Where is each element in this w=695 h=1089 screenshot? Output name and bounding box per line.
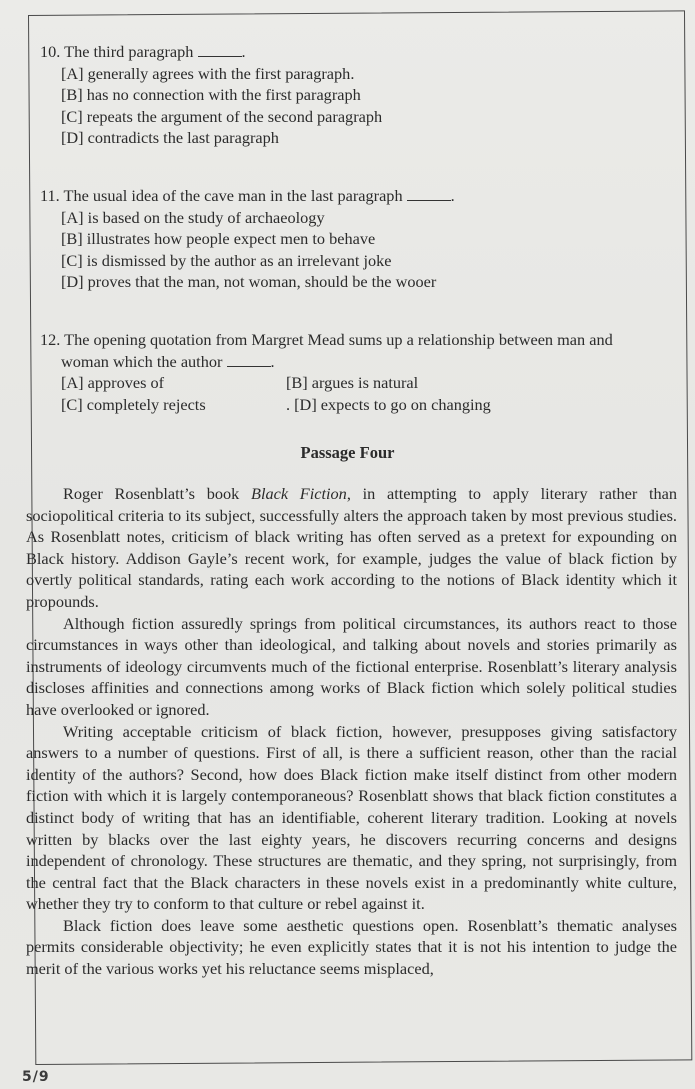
options-row-2 [40, 394, 680, 416]
question-text: The third paragraph [64, 42, 194, 61]
passage-body [26, 483, 677, 980]
stem-period: . [270, 351, 275, 371]
answer-blank [198, 44, 242, 57]
question-text-cont: woman which the author [61, 351, 223, 371]
option-c: [C] completely rejects [61, 394, 206, 414]
option-c: [C] repeats the argument of the second paragraph [61, 106, 383, 126]
question-stem [40, 329, 680, 351]
option-a: [A] generally agrees with the first paragraph. [61, 63, 355, 83]
option-d: . [D] expects to go on changing [286, 394, 491, 414]
option-d: [D] proves that the man, not woman, should be the wooer [61, 272, 437, 292]
passage-paragraph-3: Writing acceptable criticism of black fiction, however, presupposes giving satisfactory answers to a number of questions. First of all, is there a sufficient reason, other than the racial identity of the authors? Second, how does Black fiction make itself distinct from other modern fiction with which it is largely contemporaneous? Rosenblatt shows that black fiction constitutes a distinct body of writing that has an identifiable, coherent literary tradition. Looking at novels written by blacks over the last eighty years, he discovers recurring concerns and designs independent of chronology. These structures are thematic, and they spring, not surprisingly, from the central fact that the Black characters in these novels exist in a predominantly white culture, whether they try to conform to that culture or rebel against it. [26, 721, 677, 914]
question-10 [40, 41, 680, 149]
passage-paragraph-2: Although fiction assuredly springs from political circumstances, its authors react to those circumstances in ways other than ideological, and talking about novels and stories primarily as instruments of ideology circumvents much of the fictional enterprise. Rosenblatt’s literary analysis discloses affinities and connections among works of Black fiction which solely political studies have overlooked or ignored. [26, 613, 677, 719]
option-b: [B] illustrates how people expect men to behave [61, 229, 376, 249]
question-number: 10. [40, 42, 61, 61]
book-title: Black Fiction [251, 484, 347, 503]
question-stem [40, 185, 680, 207]
option-b: [B] has no connection with the first paragraph [61, 85, 361, 105]
question-12 [40, 329, 680, 415]
option-c: [C] is dismissed by the author as an irrelevant joke [61, 250, 392, 270]
option-a: [A] is based on the study of archaeology [61, 207, 325, 227]
passage-paragraph-4: Black fiction does leave some aesthetic questions open. Rosenblatt’s thematic analyses permits considerable objectivity; he even explicitly states that it is not his intention to judge the merit of the various works yet his reluctance seems misplaced, [26, 915, 677, 979]
answer-blank [407, 188, 451, 201]
question-stem [40, 41, 680, 63]
option-b: [B] argues is natural [286, 373, 419, 393]
page-number: 5/9 [22, 1069, 50, 1085]
paragraph-text: , in attempting to apply literary rather than sociopolitical criteria to its subject, successfully alters the approach taken by most previous studies. As Rosenblatt notes, criticism of black writing has often served as a pretext for expounding on Black history. Addison Gayle’s recent work, for example, judges the value of black fiction by overtly political standards, rating each work according to the notions of Black identity which it propounds. [26, 484, 678, 611]
question-text: The opening quotation from Margret Mead sums up a relationship between man and [64, 330, 613, 349]
options-row-1 [40, 372, 680, 394]
passage-title: Passage Four [300, 443, 395, 462]
answer-blank [227, 354, 271, 367]
question-text: The usual idea of the cave man in the last paragraph [63, 186, 403, 205]
paragraph-text: Roger Rosenblatt’s book [63, 484, 251, 503]
question-11 [40, 185, 680, 293]
question-number: 11. [40, 186, 60, 205]
stem-period: . [450, 186, 455, 205]
question-number: 12. [40, 330, 61, 349]
option-d: [D] contradicts the last paragraph [61, 128, 279, 148]
question-stem-line2 [40, 351, 680, 373]
passage-paragraph-1 [26, 483, 677, 613]
stem-period: . [241, 42, 246, 61]
option-a: [A] approves of [61, 373, 165, 393]
